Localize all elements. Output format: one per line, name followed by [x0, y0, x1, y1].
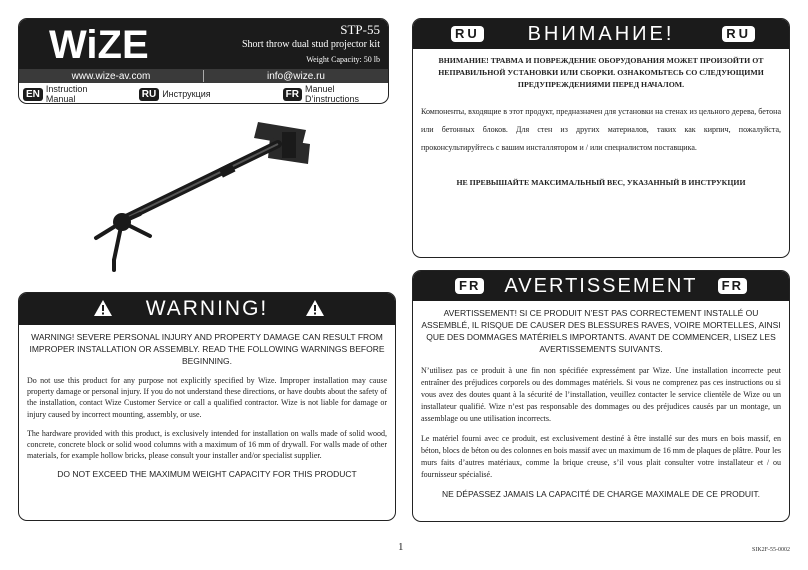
wize-logo [49, 25, 189, 63]
warning-section-fr [412, 270, 790, 522]
brand-header [18, 18, 389, 104]
lang-label-en: Instruction Manual [45, 84, 88, 104]
warning-caps-fr: AVERTISSEMENT! SI CE PRODUIT N’EST PAS CORRECTEMENT INSTALLÉ OU ASSEMBLÉ, IL RISQUE DE CAUSER DES BLESSURES RAVES, VOIRE MORTELLES, AINSI QUE DES DOMMAGES MATÉRIELS IMPORTANTS. AVANT DE COMMENCER, LISEZ LES AVERTISSEMENTS SUIVANTS. [421, 308, 781, 354]
document-id: SIK2F-55-0002 [751, 547, 790, 553]
warning-banner-ru [413, 19, 789, 49]
lang-label-ru: Инструкция [162, 89, 211, 99]
warning-section-ru [412, 18, 790, 258]
lang-badge-fr-left: FR [455, 278, 484, 294]
warning-section-en [18, 292, 396, 521]
lang-badge-en: EN [23, 88, 43, 101]
warning-final-fr: NE DÉPASSEZ JAMAIS LA CAPACITÉ DE CHARGE MAXIMALE DE CE PRODUIT. [441, 489, 761, 499]
weight-capacity: Weight Capacity: 50 lb [306, 55, 380, 64]
lang-badge-ru: RU [139, 88, 159, 101]
warning-title-ru: ВНИМАНИЕ! [527, 22, 675, 45]
warning-para2-fr: Le matériel fourni avec ce produit, est exclusivement destiné à être installé sur des murs en bois massif, en béton, blocs de béton ou des colonnes en bois massif avec un maximum de 16 mm de plaques de plâtre. Pour les murs faits d’autres matériaux, comme la brique creuse, s’il vous plait consulter votre installateur et / ou fournisseur spécialisé. [421, 434, 781, 479]
email-link[interactable]: info@wize.ru [267, 70, 325, 82]
logo-text: WiZE [49, 25, 149, 63]
lang-fr [283, 84, 388, 104]
wall-plate [254, 122, 310, 164]
lang-badge-fr-right: FR [718, 278, 747, 294]
lang-badge-ru-right: RU [722, 26, 755, 42]
extension-pole [122, 144, 278, 220]
lang-ru [139, 88, 211, 101]
warning-triangle-icon [93, 299, 113, 317]
lang-badge-fr: FR [283, 88, 302, 101]
lang-badge-ru-left: RU [451, 26, 484, 42]
warning-banner-fr [413, 271, 789, 301]
warning-title-fr: AVERTISSEMENT [504, 274, 698, 297]
warning-triangle-icon [305, 299, 325, 317]
page-number: 1 [398, 541, 404, 553]
warning-para1-en: Do not use this product for any purpose not explicitly specified by Wize. Improper installation may cause property damage or personal injury. If you do not understand these directions, or have doubts about the safety of the installation, contact Wize Customer Service or call a qualified contractor. Wize is not liable for damage or injury caused by incorrect mounting, assembly, or use. [27, 376, 387, 419]
warning-body-fr [413, 301, 789, 506]
website-link[interactable]: www.wize-av.com [71, 70, 151, 82]
brand-bar [19, 19, 388, 69]
product-subtitle: Short throw dual stud projector kit [241, 39, 380, 50]
warning-caps-en: WARNING! SEVERE PERSONAL INJURY AND PROPERTY DAMAGE CAN RESULT FROM IMPROPER INSTALLATION OR ASSEMBLY. READ THE FOLLOWING WARNINGS BEFORE BEGINNING. [29, 332, 385, 366]
lang-label-fr: Manuel D’instructions [305, 84, 360, 104]
warning-banner-en [19, 293, 395, 325]
warning-body-ru [413, 49, 789, 195]
projector-mount-illustration [70, 110, 340, 280]
language-list [19, 83, 388, 104]
warning-para1-fr: N’utilisez pas ce produit à une fin non spécifiée expressément par Wize. Une installation incorrecte peut entraîner des préjudices corporels ou des dommages matériels. Si vous ne comprenez pas ces instructions ou si vous avez des doutes quant à la sécurité de l’installation, veuillez contacter le service clientèle de Wize ou un installateur qualifié. Wize n’est pas responsable des dommages ou des préjudices causés par un montage, un assemblage ou une utilisation incorrects. [421, 366, 781, 423]
contact-bar [19, 69, 388, 83]
model-number: STP-55 [340, 22, 380, 37]
warning-final-ru: НЕ ПРЕВЫШАЙТЕ МАКСИМАЛЬНЫЙ ВЕС, УКАЗАННЫЙ В ИНСТРУКЦИИ [456, 178, 746, 187]
warning-para2-en: The hardware provided with this product, is exclusively intended for installation on walls made of solid wood, concrete, concrete block or solid wood columns with a maximum of 16 mm of drywall. For walls made of other materials, for example hollow bricks, please consult your installer and/or specialist supplier. [27, 428, 387, 461]
warning-caps-ru: ВНИМАНИЕ! ТРАВМА И ПОВРЕЖДЕНИЕ ОБОРУДОВАНИЯ МОЖЕТ ПРОИЗОЙТИ ОТ НЕПРАВИЛЬНОЙ УСТАНОВКИ ИЛИ СБОРКИ. ОЗНАКОМЬТЕСЬ СО СЛЕДУЮЩИМИ ПРЕДУПРЕЖДЕНИЯМИ ПЕРЕД НАЧАЛОМ. [438, 56, 764, 89]
warning-title-en: WARNING! [145, 297, 269, 320]
warning-para1-ru: Компоненты, входящие в этот продукт, предназначен для установки на стенах из цельного дерева, бетона или бетонных блоков. Для стен из других материалов, таких как кирпич, пожалуйста, проконсультируйтесь с вашим инсталлятором и / или специалистом поставщика. [421, 107, 781, 152]
lang-en [23, 84, 117, 104]
warning-final-en: DO NOT EXCEED THE MAXIMUM WEIGHT CAPACITY FOR THIS PRODUCT [57, 469, 357, 480]
warning-body-en [19, 325, 395, 487]
projector-bracket [96, 214, 150, 270]
